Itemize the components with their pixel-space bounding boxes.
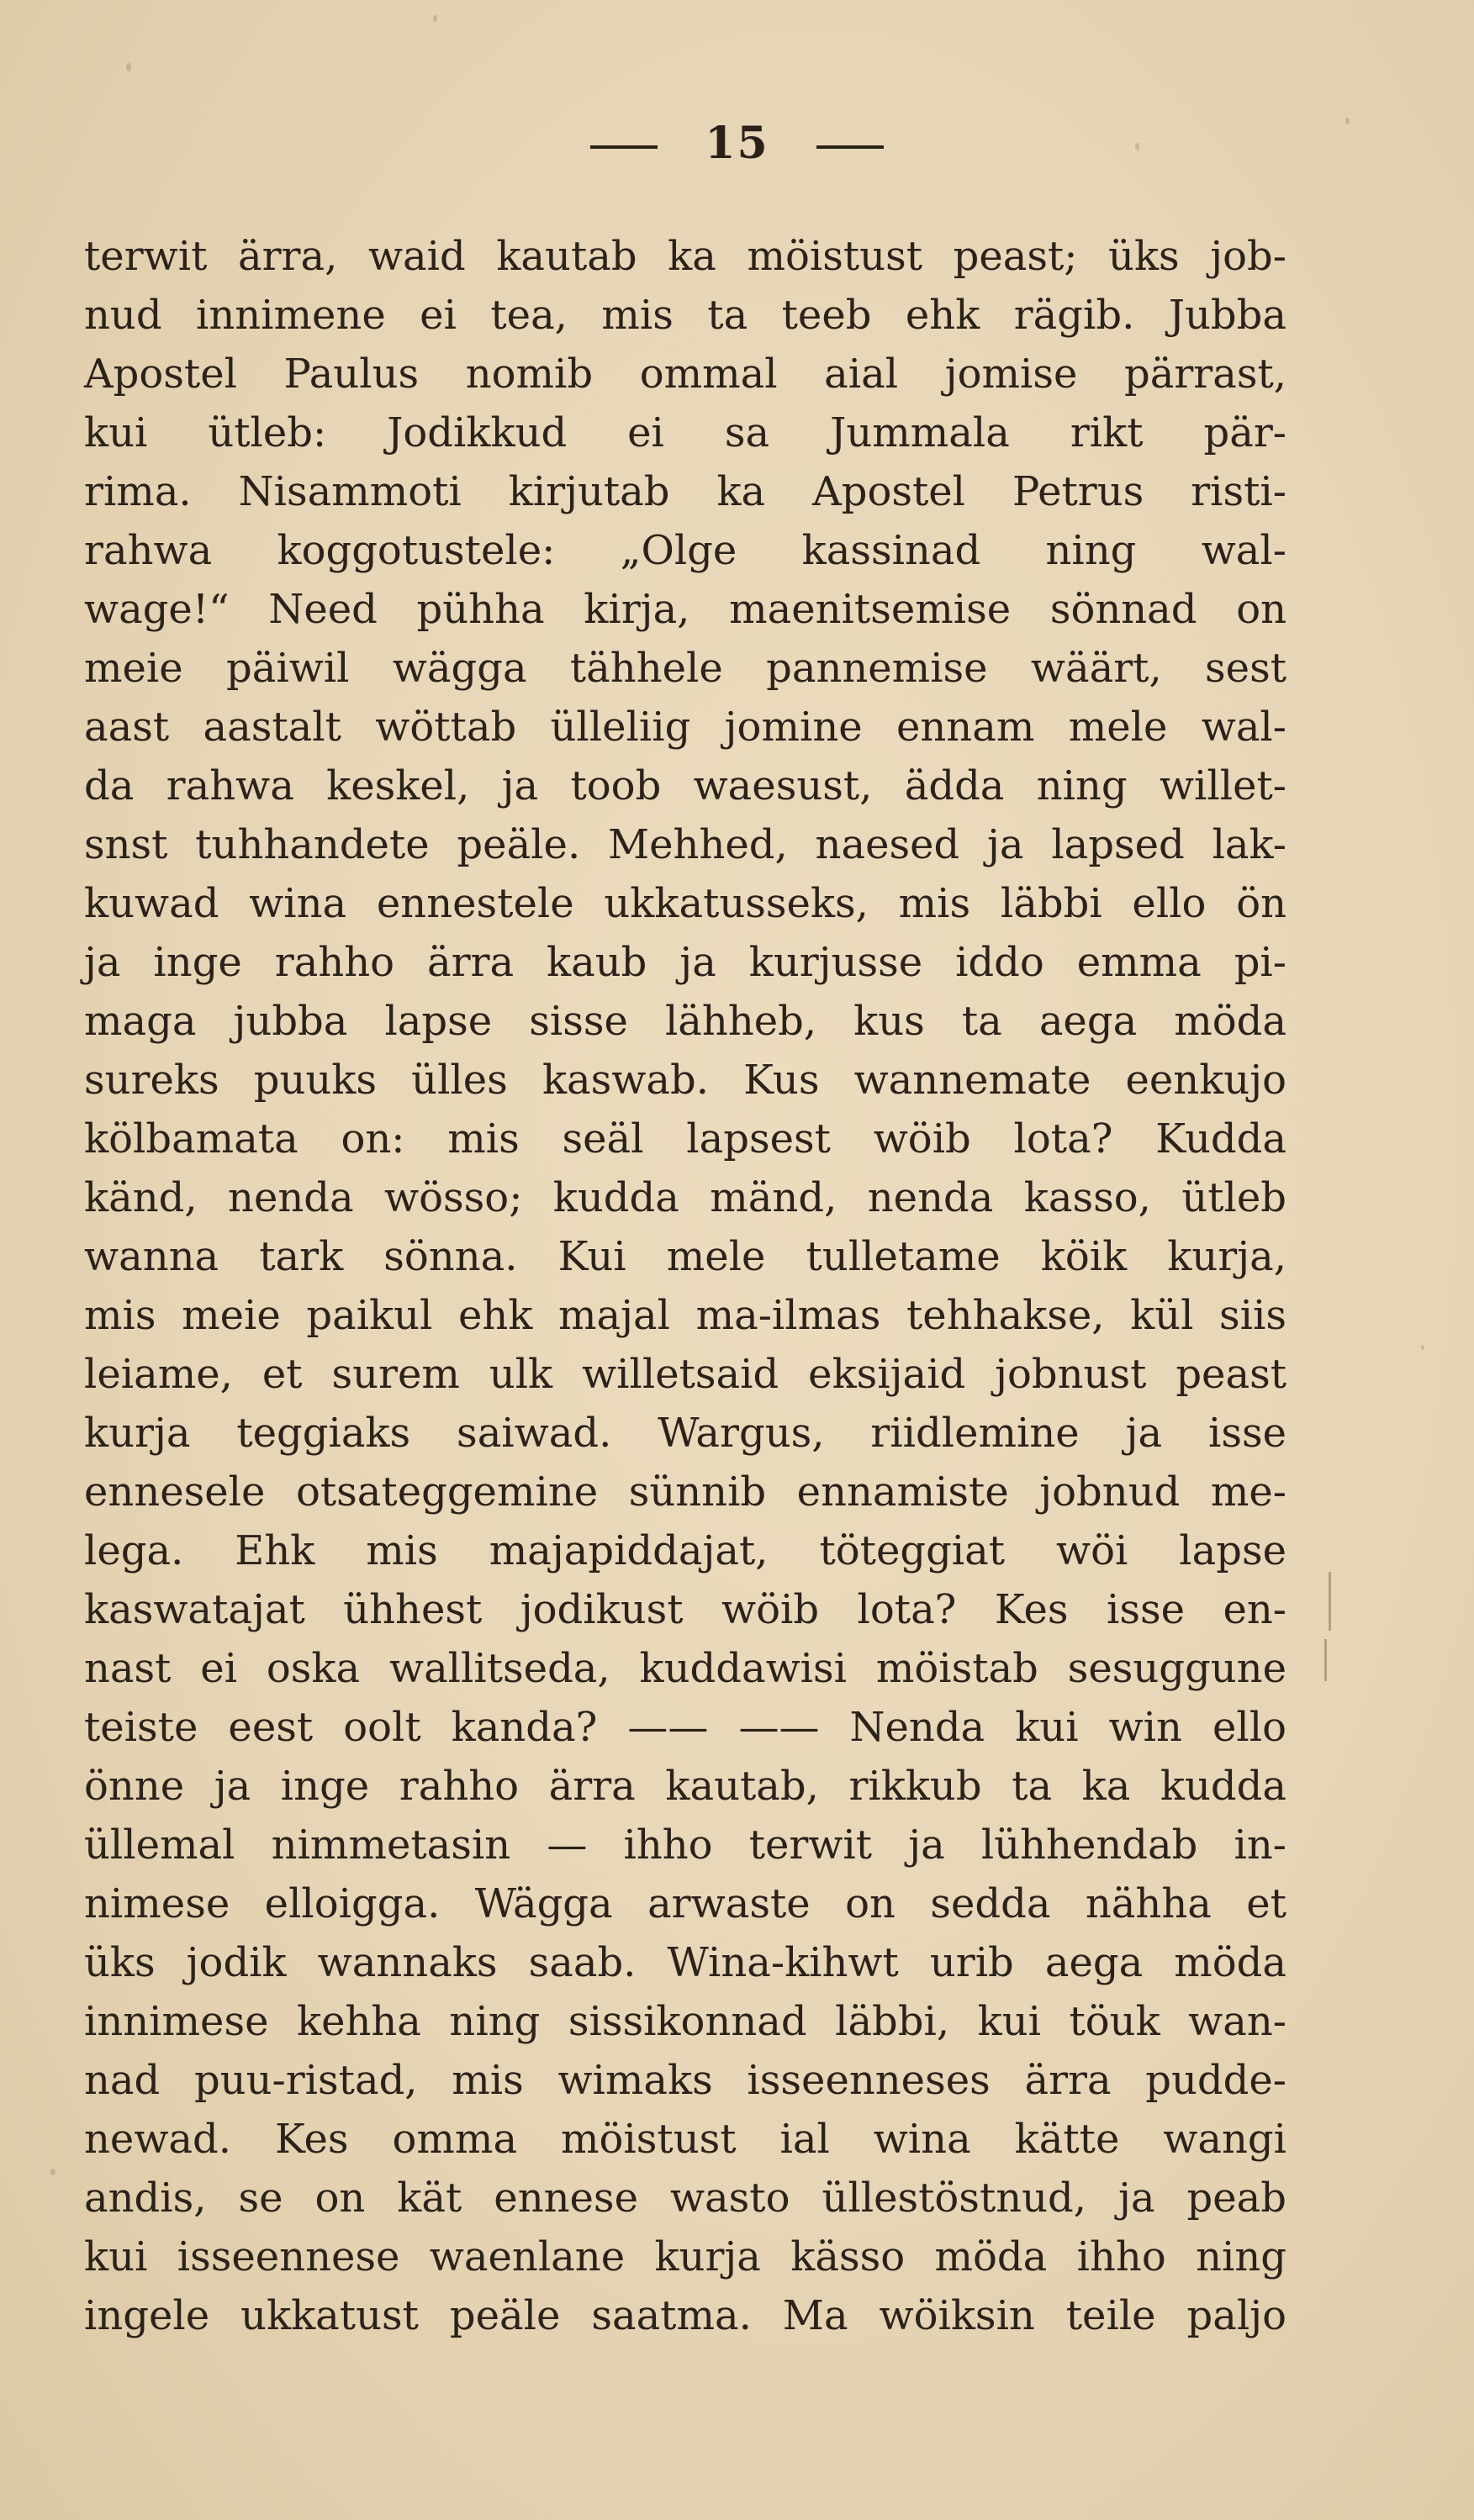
- text-line: ingele ukkatust peäle saatma. Ma wöiksin teile paljo: [84, 2292, 1286, 2339]
- paper-spot: [433, 15, 437, 22]
- text-line: terwit ärra, waid kautab ka möistust peast; üks job-: [84, 233, 1286, 280]
- text-line: Apostel Paulus nomib ommal aial jomise pärrast,: [84, 351, 1286, 398]
- text-line: kölbamata on: mis seäl lapsest wöib lota? Kudda: [84, 1115, 1286, 1162]
- margin-mark: [1329, 1572, 1331, 1631]
- text-line: nimese elloigga. Wägga arwaste on sedda nähha et: [84, 1880, 1286, 1927]
- text-line: lega. Ehk mis majapiddajat, töteggiat wöi lapse: [84, 1527, 1286, 1574]
- text-line: mis meie paikul ehk majal ma-ilmas tehhakse, kül siis: [84, 1292, 1286, 1339]
- text-line: newad. Kes omma möistust ial wina kätte wangi: [84, 2116, 1286, 2163]
- page-number: 15: [705, 118, 769, 169]
- text-line: wanna tark sönna. Kui mele tulletame köik kurja,: [84, 1233, 1286, 1280]
- text-line: kurja teggiaks saiwad. Wargus, riidlemine ja isse: [84, 1410, 1286, 1457]
- text-line: da rahwa keskel, ja toob waesust, ädda ning willet-: [84, 762, 1286, 809]
- text-line: andis, se on kät ennese wasto üllestöstnud, ja peab: [84, 2175, 1286, 2222]
- text-line: üllemal nimmetasin — ihho terwit ja lühhendab in-: [84, 1821, 1286, 1869]
- text-line: önne ja inge rahho ärra kautab, rikkub ta ka kudda: [84, 1763, 1286, 1810]
- text-line: känd, nenda wösso; kudda mänd, nenda kasso, ütleb: [84, 1174, 1286, 1221]
- margin-mark: [1324, 1639, 1327, 1681]
- text-line: nast ei oska wallitseda, kuddawisi möistab sesuggune: [84, 1645, 1286, 1692]
- text-line: rima. Nisammoti kirjutab ka Apostel Petrus risti-: [84, 468, 1286, 515]
- text-line: kui ütleb: Jodikkud ei sa Jummala rikt pär-: [84, 409, 1286, 456]
- page-header: [0, 118, 1474, 169]
- text-line: snst tuhhandete peäle. Mehhed, naesed ja lapsed lak-: [84, 821, 1286, 868]
- text-line: leiame, et surem ulk willetsaid eksijaid jobnust peast: [84, 1351, 1286, 1398]
- text-line: meie päiwil wägga tähhele pannemise wäärt, sest: [84, 645, 1286, 692]
- text-line: teiste eest oolt kanda? —— —— Nenda kui win ello: [84, 1704, 1286, 1751]
- text-line: wage!“ Need pühha kirja, maenitsemise sönnad on: [84, 586, 1286, 633]
- text-line: maga jubba lapse sisse lähheb, kus ta aega möda: [84, 998, 1286, 1045]
- text-line: ja inge rahho ärra kaub ja kurjusse iddo emma pi-: [84, 939, 1286, 986]
- text-line: kuwad wina ennestele ukkatusseks, mis läbbi ello ön: [84, 880, 1286, 927]
- header-dash-right: [816, 145, 884, 149]
- text-line: aast aastalt wöttab ülleliig jomine ennam mele wal-: [84, 704, 1286, 751]
- text-line: sureks puuks ülles kaswab. Kus wannemate eenkujo: [84, 1057, 1286, 1104]
- header-dash-left: [590, 145, 658, 149]
- text-line: rahwa koggotustele: „Olge kassinad ning wal-: [84, 527, 1286, 574]
- text-line: nud innimene ei tea, mis ta teeb ehk rägib. Jubba: [84, 292, 1286, 339]
- text-line: innimese kehha ning sissikonnad läbbi, kui töuk wan-: [84, 1998, 1286, 2045]
- text-line: kaswatajat ühhest jodikust wöib lota? Kes isse en-: [84, 1586, 1286, 1633]
- body-text: [84, 227, 1286, 2345]
- text-line: kui isseennese waenlane kurja kässo möda ihho ning: [84, 2233, 1286, 2280]
- paper-spot: [1421, 1345, 1424, 1350]
- paper-spot: [126, 63, 131, 71]
- paper-spot: [50, 2169, 55, 2175]
- text-line: ennesele otsateggemine sünnib ennamiste jobnud me-: [84, 1468, 1286, 1516]
- text-line: üks jodik wannaks saab. Wina-kihwt urib aega möda: [84, 1939, 1286, 1986]
- text-line: nad puu-ristad, mis wimaks isseenneses ärra pudde-: [84, 2057, 1286, 2104]
